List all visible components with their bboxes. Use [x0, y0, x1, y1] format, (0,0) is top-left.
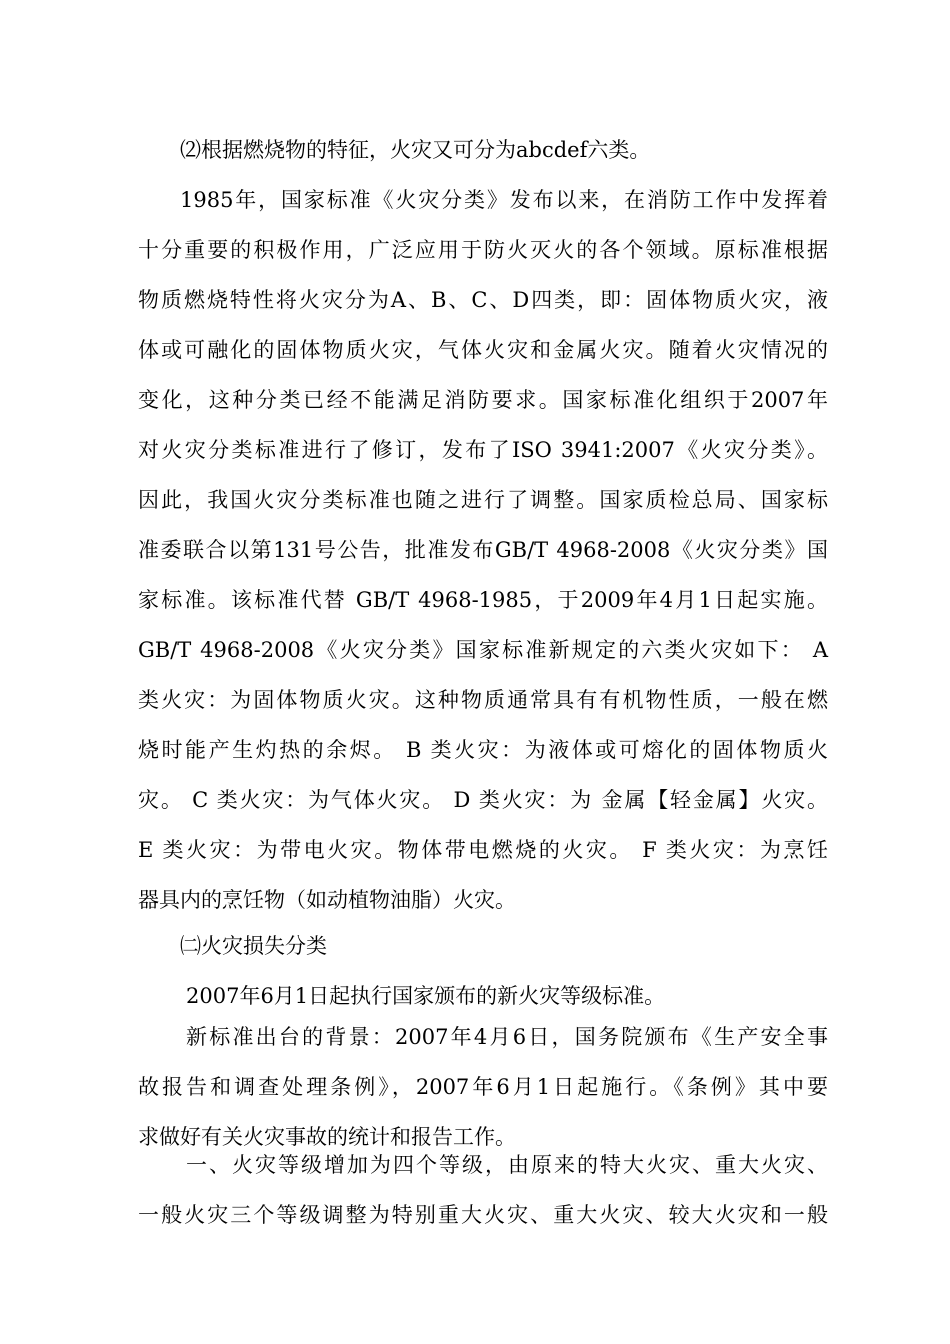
text-line: 一、火灾等级增加为四个等级，由原来的特大火灾、重大火灾、: [186, 1153, 828, 1177]
text-line: 准委联合以第131号公告，批准发布GB/T 4968-2008《火灾分类》国: [138, 538, 828, 562]
text-line: 物质燃烧特性将火灾分为A、B、C、D四类，即：固体物质火灾，液: [138, 288, 828, 312]
paragraph-fire-grade-levels: [138, 1140, 828, 1240]
text-line: 1985年，国家标准《火灾分类》发布以来，在消防工作中发挥着: [180, 188, 828, 212]
paragraph-fire-classification-intro: [138, 125, 828, 175]
text-line: 变化，这种分类已经不能满足消防要求。国家标准化组织于2007年: [138, 388, 828, 412]
text-line: 灾。 C 类火灾：为气体火灾。 D 类火灾：为 金属【轻金属】火灾。: [138, 788, 828, 812]
text-line: ㈡火灾损失分类: [180, 934, 327, 958]
text-line: 十分重要的积极作用，广泛应用于防火灭火的各个领域。原标准根据: [138, 238, 828, 262]
text-line: 一般火灾三个等级调整为特别重大火灾、重大火灾、较大火灾和一般: [138, 1203, 828, 1227]
text-line: 体或可融化的固体物质火灾，气体火灾和金属火灾。随着火灾情况的: [138, 338, 828, 362]
text-line: 因此，我国火灾分类标准也随之进行了调整。国家质检总局、国家标: [138, 488, 828, 512]
text-line: ⑵根据燃烧物的特征，火灾又可分为abcdef六类。: [180, 138, 651, 162]
text-line: 2007年6月1日起执行国家颁布的新火灾等级标准。: [186, 984, 666, 1008]
text-line: E 类火灾：为带电火灾。物体带电燃烧的火灾。 F 类火灾：为烹饪: [138, 838, 828, 862]
text-line: 新标准出台的背景：2007年4月6日，国务院颁布《生产安全事: [186, 1025, 828, 1049]
paragraph-standard-history: [138, 175, 828, 925]
text-line: 烧时能产生灼热的余烬。 B 类火灾：为液体或可熔化的固体物质火: [138, 738, 828, 762]
text-line: 故报告和调查处理条例》，2007年6月1日起施行。《条例》其中要: [138, 1075, 828, 1099]
text-line: 家标准。该标准代替 GB/T 4968-1985，于2009年4月1日起实施。: [138, 588, 828, 612]
heading-fire-loss-classification: [138, 921, 828, 971]
text-line: 求做好有关火灾事故的统计和报告工作。: [138, 1125, 516, 1149]
text-line: 对火灾分类标准进行了修订，发布了ISO 3941:2007《火灾分类》。: [138, 438, 828, 462]
text-line: 类火灾：为固体物质火灾。这种物质通常具有有机物性质，一般在燃: [138, 688, 828, 712]
text-line: GB/T 4968-2008《火灾分类》国家标准新规定的六类火灾如下： A: [138, 638, 828, 662]
text-line: 器具内的烹饪物（如动植物油脂）火灾。: [138, 888, 516, 912]
